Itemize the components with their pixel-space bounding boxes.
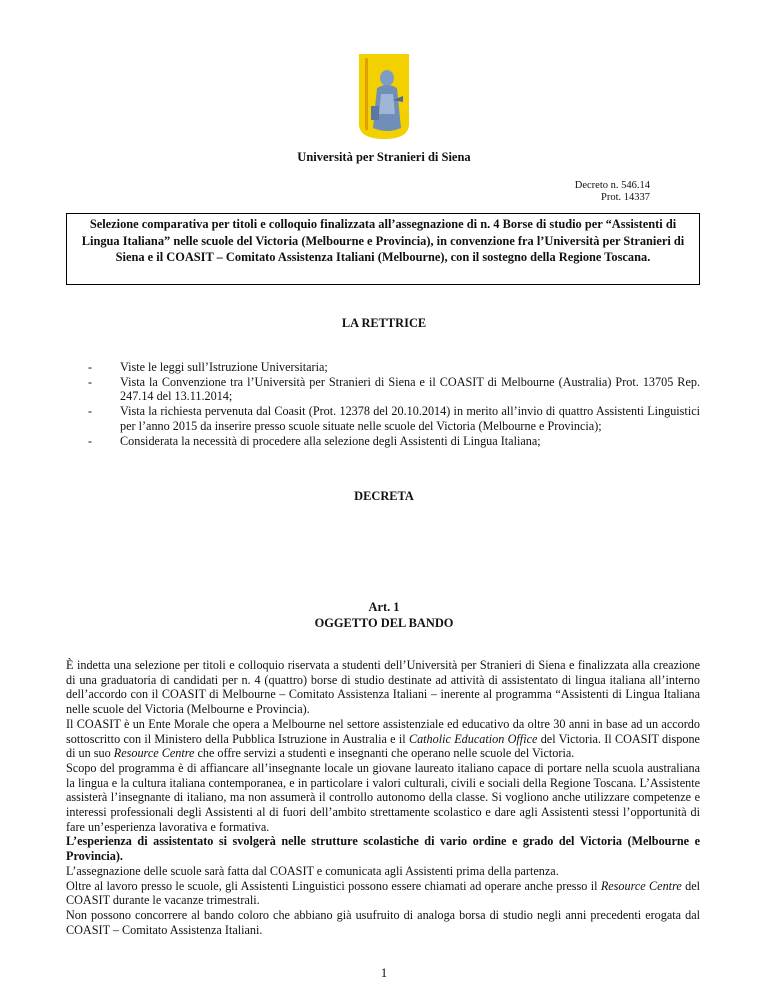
- decree-reference: [575, 180, 650, 204]
- paragraph: [66, 879, 700, 908]
- text-run: del Victoria. Il COASIT dispone di un suo: [66, 731, 700, 761]
- paragraph: Non possono concorrere al bando coloro che abbiano già usufruito di analoga borsa di studio negli anni precedenti erogata dal COASIT – Comitato Assistenza Italiani.: [66, 907, 700, 937]
- list-item-text: Vista la richiesta pervenuta dal Coasit (Prot. 12378 del 20.10.2014) in merito all’invio di quattro Assistenti Linguistici per l’anno 2015 da inserire presso scuole situate nelle scuole del Victoria (Melbourne e Provincia);: [120, 404, 700, 433]
- protocol-number: Prot. 14337: [600, 192, 650, 203]
- article-body: [66, 658, 700, 937]
- page-number: 1: [380, 965, 388, 980]
- text-run-italic: Resource Centre: [600, 878, 682, 893]
- decreta-heading: DECRETA: [354, 489, 414, 503]
- decree-number: Decreto n. 546.14: [574, 180, 650, 191]
- selection-title-box: Selezione comparativa per titoli e colloquio finalizzata all’assegnazione di n. 4 Borse di studio per “Assistenti di Lingua Italiana” nelle scuole del Victoria (Melbourne e Provincia), in convenzione fra l’Università per Stranieri di Siena e il COASIT – Comitato Assistenza Italiani (Melbourne), con il sostegno della Regione Toscana.: [66, 213, 700, 285]
- list-item: - Viste le leggi sull’Istruzione Universitaria;: [88, 360, 328, 374]
- article-number: Art. 1: [368, 600, 400, 614]
- paragraph: [66, 717, 700, 761]
- list-item: - Considerata la necessità di procedere alla selezione degli Assistenti di Lingua Italiana;: [88, 433, 541, 448]
- paragraph: Scopo del programma è di affiancare all’insegnante locale un giovane laureato italiano capace di portare nella scuola australiana la lingua e la cultura italiana contemporanea, e in particolare i valori culturali, civili e sociali della Regione Toscana. L’Assistente assisterà l’insegnante di italiano, ma non assumerà il controllo autonomo della classe. Si vogliono anche utilizzare competenze e interessi professionali degli Assistenti al di fuori dell’ambito strettamente scolastico e dare agli Assistenti stessi l’opportunità di fare un’esperienza lavorativa e formativa.: [66, 760, 700, 834]
- paragraph: È indetta una selezione per titoli e colloquio riservata a studenti dell’Università per Stranieri di Siena e finalizzata alla creazione di una graduatoria di candidati per n. 4 (quattro) borse di studio destinate ad attività di assistentato di lingua italiana all’interno dell’accordo con il COASIT di Melbourne – Comitato Assistenza Italiani – inerente al programma “Assistenti di Lingua Italiana nelle scuole del Victoria (Melbourne e Provincia).: [66, 658, 700, 717]
- article-title: OGGETTO DEL BANDO: [314, 616, 454, 630]
- paragraph-bold: L’esperienza di assistentato si svolgerà nelle strutture scolastiche di vario ordine e grado del Victoria (Melbourne e Provincia).: [66, 834, 700, 864]
- text-run-italic: Catholic Education Office: [408, 731, 538, 746]
- list-item-text: Viste le leggi sull’Istruzione Universitaria;: [120, 360, 328, 374]
- considerations-list: [88, 360, 700, 448]
- university-seal-logo: [359, 54, 409, 139]
- text-run: che offre servizi a studenti e insegnanti che operano nelle scuole del Victoria.: [194, 746, 575, 761]
- list-item: - Vista la richiesta pervenuta dal Coasit (Prot. 12378 del 20.10.2014) in merito all’invio di quattro Assistenti Linguistici per l’anno 2015 da inserire presso scuole situate nelle scuole del Victoria (Melbourne e Provincia);: [88, 404, 700, 433]
- text-run: Il COASIT è un Ente Morale che opera a Melbourne nel settore assistenziale ed educativo da oltre 30 anni in base ad un accordo sottoscritto con il Ministero della Pubblica Istruzione in Australia e il: [66, 716, 700, 746]
- list-item-text: Considerata la necessità di procedere alla selezione degli Assistenti di Lingua Italiana;: [120, 433, 541, 448]
- paragraph: L’assegnazione delle scuole sarà fatta dal COASIT e comunicata agli Assistenti prima della partenza.: [66, 863, 559, 878]
- text-run: del COASIT durante le vacanze trimestrali.: [66, 878, 700, 908]
- university-name: Università per Stranieri di Siena: [297, 150, 471, 164]
- text-run-italic: Resource Centre: [113, 746, 195, 761]
- list-item-text: Vista la Convenzione tra l’Università per Stranieri di Siena e il COASIT di Melbourne (Australia) Prot. 13705 Rep. 247.14 del 13.11.2014;: [120, 374, 700, 404]
- text-run: Oltre al lavoro presso le scuole, gli Assistenti Linguistici possono essere chiamati ad operare anche presso il: [66, 878, 601, 893]
- rettrice-heading: LA RETTRICE: [341, 316, 427, 330]
- list-item: - Vista la Convenzione tra l’Università per Stranieri di Siena e il COASIT di Melbourne (Australia) Prot. 13705 Rep. 247.14 del 13.11.2014;: [88, 374, 700, 404]
